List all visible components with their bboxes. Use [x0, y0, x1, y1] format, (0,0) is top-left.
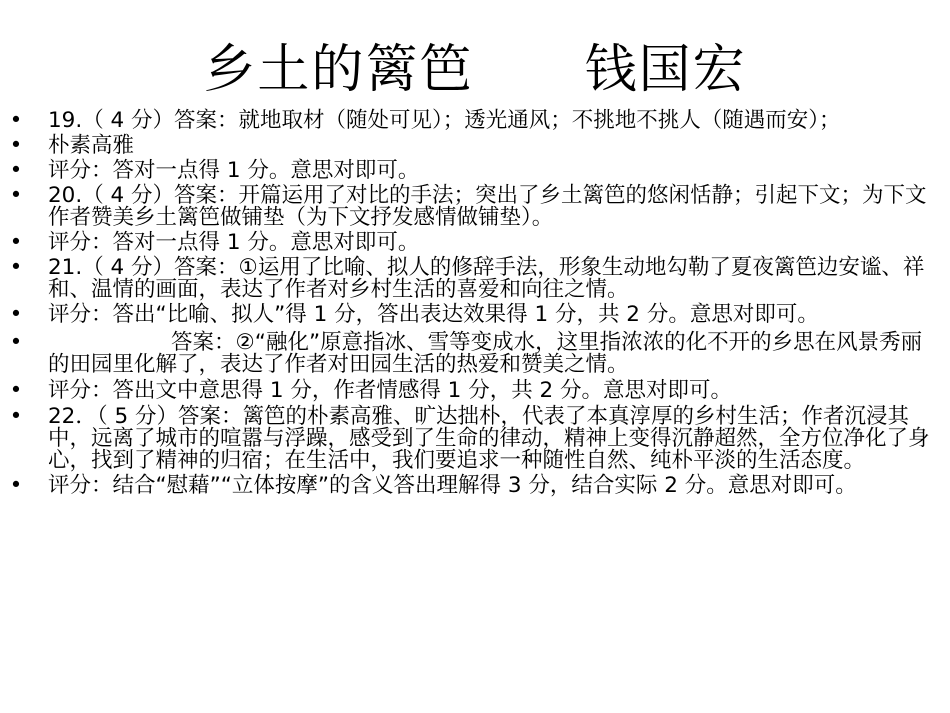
bullet-icon: • — [9, 473, 23, 498]
slide-title: 乡土的篱笆 钱国宏 — [203, 40, 747, 100]
bullet-icon: • — [9, 404, 23, 429]
bullet-icon: • — [9, 108, 23, 133]
list-item — [0, 135, 950, 157]
item-text: 评分：答出文中意思得 1 分，作者情感得 1 分，共 2 分。意思对即可。 — [48, 378, 733, 403]
item-text: 19.（ 4 分）答案：就地取材（随处可见）；透光通风；不挑地不挑人（随遇而安）； — [48, 108, 841, 133]
item-text: 评分：答对一点得 1 分。意思对即可。 — [48, 158, 420, 183]
list-item — [0, 232, 950, 254]
item-text: 评分：结合“慰藉”“立体按摩”的含义答出理解得 3 分，结合实际 2 分。意思对即可。 — [48, 473, 857, 498]
list-item — [0, 406, 950, 472]
list-item — [0, 332, 950, 376]
bullet-icon: • — [9, 183, 23, 208]
list-item — [0, 475, 950, 497]
list-item — [0, 304, 950, 326]
answer-list — [0, 110, 950, 497]
bullet-icon: • — [9, 378, 23, 403]
item-text: 20.（ 4 分）答案：开篇运用了对比的手法；突出了乡土篱笆的悠闲恬静；引起下文；为下文作者赞美乡土篱笆做铺垫（为下文抒发感情做铺垫）。 — [48, 183, 927, 230]
bullet-icon: • — [9, 330, 23, 355]
item-text: 评分：答对一点得 1 分。意思对即可。 — [48, 230, 420, 255]
item-text: 朴素高雅 — [48, 133, 135, 158]
item-text: 21.（ 4 分）答案：①运用了比喻、拟人的修辞手法，形象生动地勾勒了夏夜篱笆边安谧、祥和、温情的画面，表达了作者对乡村生活的喜爱和向往之情。 — [48, 255, 925, 302]
item-text: 22．（ 5 分）答案：篱笆的朴素高雅、旷达拙朴，代表了本真淳厚的乡村生活；作者沉浸其中，远离了城市的喧嚣与浮躁，感受到了生命的律动，精神上变得沉静超然，全方位净化了身心，找到了精神的归宿；在生活中，我们要追求一种随性自然、纯朴平淡的生活态度。 — [48, 404, 930, 473]
list-item — [0, 257, 950, 301]
list-item — [0, 160, 950, 182]
list-item — [0, 110, 950, 132]
bullet-icon: • — [9, 302, 23, 327]
bullet-icon: • — [9, 230, 23, 255]
bullet-icon: • — [9, 133, 23, 158]
list-item — [0, 185, 950, 229]
item-text: 答案：②“融化”原意指冰、雪等变成水，这里指浓浓的化不开的乡思在风景秀丽的田园里化解了，表达了作者对田园生活的热爱和赞美之情。 — [48, 330, 923, 377]
list-item — [0, 380, 950, 402]
bullet-icon: • — [9, 158, 23, 183]
bullet-icon: • — [9, 255, 23, 280]
item-text: 评分：答出“比喻、拟人”得 1 分，答出表达效果得 1 分，共 2 分。意思对即可。 — [48, 302, 819, 327]
